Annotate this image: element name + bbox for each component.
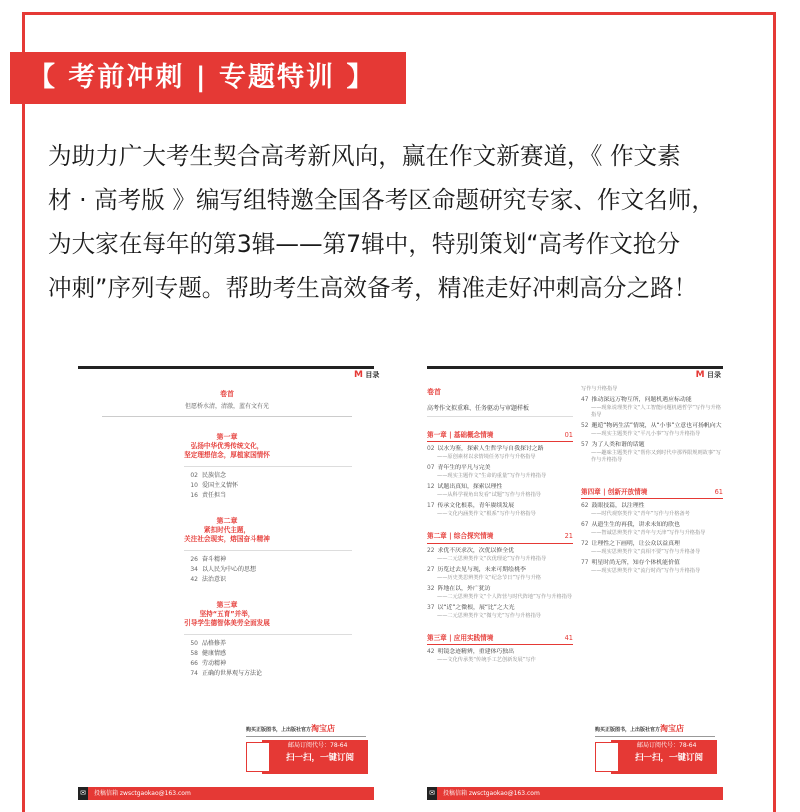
- toc-item-title: 鼓眼技篇，以注理性: [591, 503, 645, 510]
- section-subtitle: 但愿桥水清，清澈，蓝有文有光: [102, 403, 352, 418]
- toc-item: [427, 586, 573, 594]
- toc-item-title: 健康情感: [202, 650, 227, 658]
- toc-item-title: 明镜念迹精辨，重建体巧独出: [437, 648, 515, 655]
- toc-item: [581, 423, 723, 431]
- toc-page-num: 26: [190, 556, 198, 564]
- toc-item-title: 以“近”之微根，展“比”之大光: [437, 604, 515, 611]
- chapter-heading: [427, 632, 573, 645]
- section-title: 卷首: [220, 390, 234, 398]
- toc-item-title: 历览过去见与现，未来可期绘桃李: [437, 566, 526, 573]
- footer-email: 投稿信箱 zwsctgaokao@163.com: [94, 790, 191, 797]
- toc-item-subtitle: ——现实主题类作文“平凡小事”写作与升格指导: [591, 430, 701, 437]
- toc-page-num: 22: [427, 547, 435, 554]
- toc-page-num: 62: [581, 503, 589, 510]
- page-top-rule: [78, 366, 374, 369]
- toc-item-title: 民族信念: [202, 472, 227, 480]
- subscription-code: 邮局订阅代号：78-64: [637, 742, 697, 749]
- toc-item-subtitle: 写作与升格指导: [581, 386, 618, 392]
- intro-line: 为助力广大考生契合高考新风向，赢在作文新赛道，《 作文素: [48, 142, 681, 170]
- toc-page-num: 17: [427, 503, 435, 510]
- chapter-desc: 弘扬中华优秀传统文化， 坚定理想信念，厚植家国情怀: [184, 442, 270, 460]
- toc-item: [427, 649, 573, 657]
- subscribe-ad[interactable]: [246, 724, 366, 780]
- toc-item-subtitle: ——文化内涵类作文“根系”写作与升格指导: [437, 511, 536, 518]
- intro-line: 冲刺”序列专题。帮助考生高效备考，精准走好冲刺高分之路！: [48, 274, 698, 302]
- chapter-title: 第四章 | 创新开放情境: [581, 488, 648, 496]
- chapter-title: 第二章 | 综合探究情境: [427, 532, 494, 541]
- toc-item-subtitle: ——时代观察类作文“青年”写作与升格备考: [591, 511, 690, 518]
- toc-right-column: [581, 386, 723, 575]
- ad-headline-text: 购买正版图书，上出版社官方: [595, 727, 661, 733]
- toc-item-subtitle: ——现象说理类作文“人工智能问题机遇哲学”写作与升格指导: [591, 404, 721, 418]
- page-top-rule: [427, 366, 723, 369]
- chapter-label: 第一章: [216, 433, 238, 442]
- toc-item: [184, 481, 352, 491]
- toc-page-num: 58: [190, 650, 198, 658]
- section-intro: 高考作文拟重难、任务驱动与审题样板: [427, 405, 573, 418]
- ad-headline: [595, 724, 715, 737]
- scan-subscribe-text: 扫一扫，一键订阅: [635, 752, 704, 763]
- toc-item-subtitle: ——趣味主题类作文“帮你又到时代中那界限规则故事”写作与升格指导: [591, 449, 721, 463]
- chapter-label: 第二章: [216, 517, 238, 526]
- toc-item-title: 邂逅“物码生活”情境，从“小事”立意也可扬帆向大: [591, 423, 722, 430]
- toc-page-num: 67: [581, 522, 589, 529]
- toc-item-title: 爱国主义情怀: [202, 482, 239, 490]
- toc-item-subtitle: ——现实思辨类作文“流行时尚”写作与升格指导: [591, 568, 701, 575]
- toc-item: [581, 397, 723, 405]
- chapter-page: 41: [564, 633, 573, 642]
- qr-code-placeholder[interactable]: [246, 742, 270, 772]
- chapter-page: 61: [714, 488, 723, 496]
- toc-item-subtitle: ——二元思辨类作文“次优理论”写作与升格指导: [437, 555, 547, 562]
- toc-page-num: 77: [581, 560, 589, 567]
- toc-item-title: 试题出真知，探索以理性: [437, 484, 503, 491]
- catalog-logo: M 目录: [695, 370, 721, 380]
- toc-item-title: 求优不厌求次，次优以修全优: [437, 547, 515, 554]
- toc-item: [427, 548, 573, 556]
- toc-item-title: 奋斗精神: [202, 556, 227, 564]
- subscription-code: 邮局订阅代号：78-64: [288, 742, 348, 749]
- chapter-block: [102, 601, 352, 679]
- intro-text: [48, 134, 758, 310]
- toc-item-title: 明星时尚无所，知存个体机能价值: [591, 560, 680, 567]
- toc-item-subtitle: ——文化传承类“传统手工艺创新发展”写作: [437, 656, 536, 663]
- toc-item: [184, 659, 352, 669]
- toc-page-num: 02: [190, 472, 198, 480]
- chapter-page: 01: [564, 431, 573, 440]
- chapter-block: [102, 433, 352, 501]
- toc-page-num: 72: [581, 541, 589, 548]
- chapter-heading: [427, 530, 573, 543]
- toc-item: [184, 471, 352, 481]
- page-footer: [78, 787, 374, 800]
- toc-item-title: 责任担当: [202, 492, 227, 500]
- toc-item: [427, 605, 573, 613]
- toc-page-num: 27: [427, 566, 435, 573]
- toc-item-title: 正确的世界观与方法论: [202, 669, 263, 677]
- toc-item-subtitle: ——二元思辨类作文“个人阵营与时代阵地”写作与升格指导: [437, 593, 573, 600]
- toc-page-num: 12: [427, 484, 435, 491]
- chapter-title: 第一章 | 基础概念情境: [427, 431, 494, 440]
- toc-page-num: 37: [427, 604, 435, 611]
- chapter-block: [102, 517, 352, 585]
- toc-page-num: 57: [581, 442, 589, 448]
- toc-item-title: 青年生的平凡与完美: [437, 465, 491, 472]
- toc-item-subtitle: ——历史类思辨类作文“纪念节日”写作与升格: [437, 574, 541, 581]
- scan-subscribe-text: 扫一扫，一键订阅: [286, 752, 355, 763]
- toc-page-num: 16: [190, 492, 198, 500]
- chapter-items: [184, 550, 352, 585]
- toc-item-subtitle: ——从科学视角出发看“试题”写作与升格指导: [437, 492, 541, 499]
- toc-item: [184, 575, 352, 585]
- chapter-heading: [427, 429, 573, 442]
- toc-item-subtitle: ——现实主题作文“生命的重量”写作与升格指导: [437, 473, 547, 480]
- chapter-page: 21: [564, 532, 573, 541]
- chapter-items: [184, 634, 352, 679]
- m-logo-icon: M: [695, 370, 705, 380]
- toc-page-num: 34: [190, 566, 198, 574]
- toc-page-num: 42: [427, 648, 435, 655]
- toc-left-column: [427, 388, 573, 664]
- toc-item-title: 法治意识: [202, 576, 227, 584]
- toc-item: [581, 541, 723, 549]
- banner-title: 【 考前冲刺 | 专题特训 】: [10, 52, 406, 104]
- mail-icon: ✉: [78, 787, 88, 800]
- toc-item-subtitle: ——现实思辨类作文“真相不要”写作与升格备导: [591, 549, 701, 556]
- toc-item: [581, 442, 723, 450]
- chapter-desc: 紧扣时代主题， 关注社会现实，熔国奋斗精神: [184, 525, 270, 544]
- toc-page-num: 74: [190, 669, 198, 677]
- toc-page-left: [78, 366, 374, 800]
- taobao-logo: 淘宝店: [660, 724, 685, 733]
- toc-page-right: [427, 366, 723, 800]
- ad-headline: [246, 724, 366, 737]
- toc-item-subtitle: ——智诚思辨类作文“青年与天津”写作与升格指导: [591, 530, 706, 537]
- chapter-title: 第三章 | 应用实践情境: [427, 633, 494, 642]
- qr-code-placeholder[interactable]: [595, 742, 619, 772]
- toc-page-num: 10: [190, 482, 198, 490]
- subscribe-ad[interactable]: [595, 724, 715, 780]
- toc-page-num: 42: [190, 576, 198, 584]
- toc-page-num: 02: [427, 446, 435, 453]
- toc-item-title: 让理性之下画明，让公众以益真理: [591, 541, 680, 548]
- toc-item-title: 从遗生生的再我，讲求未知的欣也: [591, 522, 680, 529]
- section-title: 卷首: [427, 388, 441, 396]
- mail-icon: ✉: [427, 787, 437, 800]
- footer-email: 投稿信箱 zwsctgaokao@163.com: [443, 790, 540, 797]
- toc-page-num: 50: [190, 640, 198, 648]
- toc-item-title: 为了人类和谐的话题: [591, 442, 645, 448]
- toc-column: [102, 386, 352, 679]
- ad-red-panel: [611, 740, 717, 774]
- toc-item: [184, 491, 352, 501]
- chapter-label: 第三章: [216, 600, 238, 609]
- ad-red-panel: [262, 740, 368, 774]
- toc-item: [427, 567, 573, 575]
- intro-line: 材 · 高考版 》编写组特邀全国各考区命题研究专家、作文名师，: [48, 186, 716, 214]
- toc-item: [581, 560, 723, 568]
- toc-page-num: 07: [427, 465, 435, 472]
- toc-item-title: 阵地在以，外广犹访: [437, 585, 491, 592]
- toc-item: [184, 565, 352, 575]
- intro-line: 为大家在每年的第3辑——第7辑中，特别策划“高考作文抢分: [48, 230, 681, 258]
- toc-item: [581, 522, 723, 530]
- toc-item-subtitle: ——二元思辨类作文“微与光”写作与升格指导: [437, 612, 541, 619]
- chapter-desc: 坚持“五育”并举， 引导学生德智体美劳全面发展: [184, 609, 270, 627]
- m-logo-icon: M: [354, 370, 363, 380]
- toc-item: [581, 503, 723, 511]
- toc-item: [184, 649, 352, 659]
- toc-item: [184, 669, 352, 679]
- toc-item: [184, 639, 352, 649]
- toc-item-title: 以水为鉴，探索人生哲学与自我探讨之路: [437, 446, 544, 453]
- toc-page-num: 52: [581, 423, 589, 430]
- toc-page-num: 47: [581, 397, 589, 404]
- chapter-heading: [581, 486, 723, 499]
- toc-item-title: 传承文化根系，青年赓续发展: [437, 503, 515, 510]
- taobao-logo: 淘宝店: [311, 724, 336, 733]
- chapter-items: [184, 466, 352, 501]
- toc-page-num: 66: [190, 659, 198, 667]
- toc-page-num: 32: [427, 585, 435, 592]
- toc-item-title: 以人民为中心的思想: [202, 566, 257, 574]
- toc-item-title: 品格修养: [202, 640, 227, 648]
- ad-headline-text: 购买正版图书，上出版社官方: [246, 727, 312, 733]
- toc-item-title: 劳动精神: [202, 659, 227, 667]
- toc-item-subtitle: ——原创素材以求情境任务写作与升格指导: [437, 454, 536, 461]
- toc-item: [184, 555, 352, 565]
- page-footer: [427, 787, 723, 800]
- catalog-logo-left: M 目录: [354, 370, 380, 380]
- toc-item-title: 推动深远万物互所，问题机遇应标动能: [591, 397, 692, 404]
